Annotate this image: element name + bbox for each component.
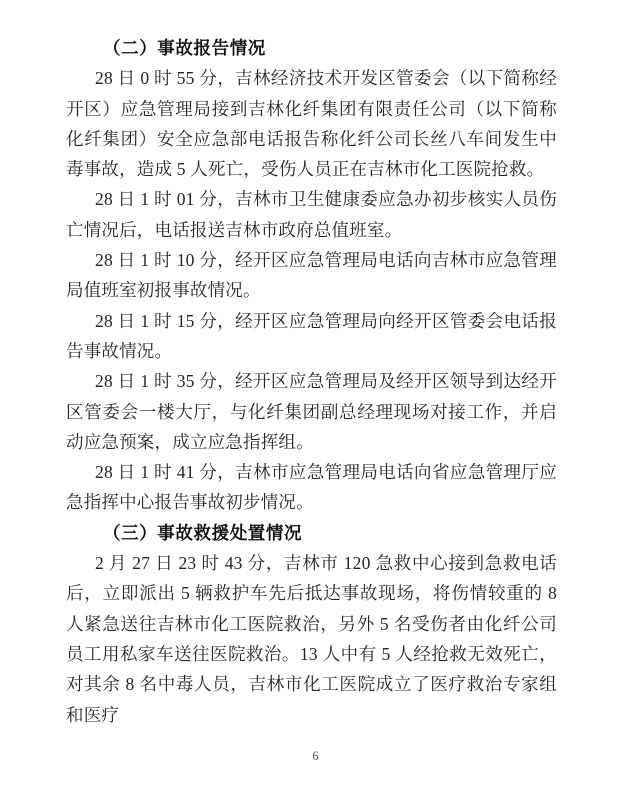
paragraph-report-0055: 28 日 0 时 55 分，吉林经济技术开发区管委会（以下简称经开区）应急管理局接到吉林化纤集团有限责任公司（以下简称化纤集团）安全应急部电话报告称化纤公司长丝八车间发生中毒事故，造成 5 人死亡，受伤人员正在吉林市化工医院抢救。 (66, 68, 557, 180)
paragraph-report-0101: 28 日 1 时 01 分，吉林市卫生健康委应急办初步核实人员伤亡情况后，电话报送吉林市政府总值班室。 (66, 189, 557, 240)
paragraph-rescue-2343: 2 月 27 日 23 时 43 分，吉林市 120 急救中心接到急救电话后，立即派出 5 辆救护车先后抵达事故现场，将伤情较重的 8 人紧急送往吉林市化工医院救治，另外 5 名受伤者由化纤公司员工用私家车送往医院救治。13 人中有 5 人经抢救无效死亡，对其余 8 名中毒人员，吉林市化工医院成立了医疗救治专家组和医疗 (66, 553, 557, 725)
paragraph-report-0135: 28 日 1 时 35 分，经开区应急管理局及经开区领导到达经开区管委会一楼大厅，与化纤集团副总经理现场对接工作，并启动应急预案，成立应急指挥组。 (66, 371, 557, 452)
paragraph-report-0115: 28 日 1 时 15 分，经开区应急管理局向经开区管委会电话报告事故情况。 (66, 310, 557, 361)
paragraph-report-0141: 28 日 1 时 41 分，吉林市应急管理局电话向省应急管理厅应急指挥中心报告事故初步情况。 (66, 462, 557, 513)
paragraph-report-0110: 28 日 1 时 10 分，经开区应急管理局电话向吉林市应急管理局值班室初报事故情况。 (66, 250, 557, 301)
section-heading-rescue-handling: （三）事故救援处置情况 (103, 522, 303, 543)
section-heading-accident-report: （二）事故报告情况 (103, 38, 266, 58)
page-number: 6 (312, 749, 319, 763)
document-content (66, 33, 557, 730)
